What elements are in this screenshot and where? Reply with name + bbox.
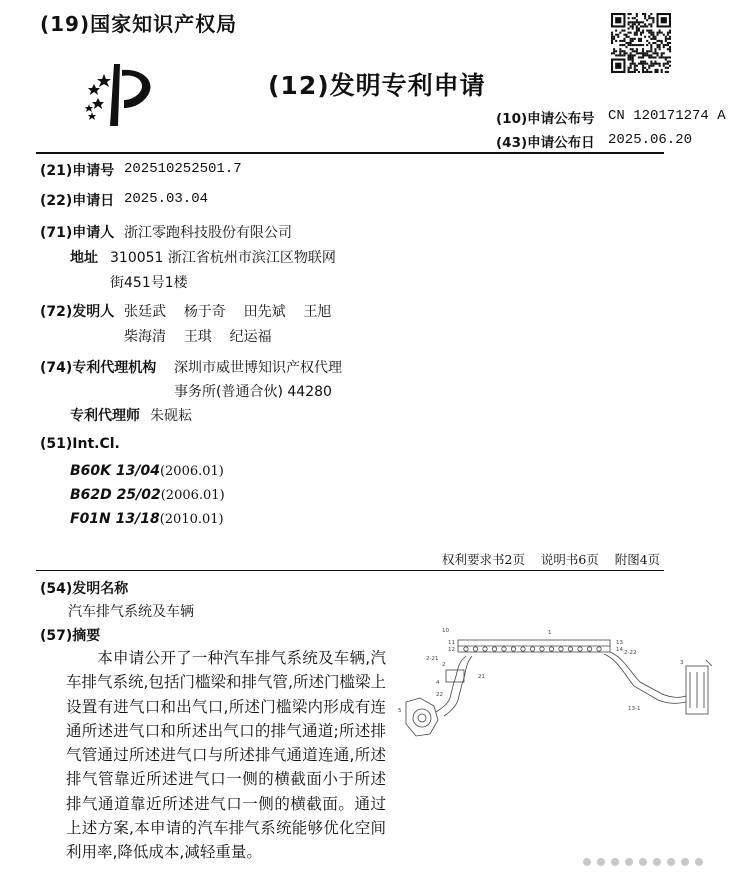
document-title — [268, 66, 486, 102]
publication-number-value: CN 120171274 A — [608, 108, 726, 124]
publication-date-label: (43)申请公布日 — [496, 135, 595, 151]
office-header — [40, 8, 237, 37]
ipc-entry — [70, 508, 224, 527]
figure-label: 13-1 — [628, 706, 641, 712]
application-date-label: (22)申请日 — [40, 193, 115, 209]
invention-title-label: (54)发明名称 — [40, 581, 129, 597]
inventors-line-2 — [124, 326, 272, 346]
abstract-text: 本申请公开了一种汽车排气系统及车辆,汽车排气系统,包括门槛梁和排气管,所述门槛梁上设置有进气口和出气口,所述门槛梁内形成有连通所述进气口和所述出气口的排气通道;所述排气管通过所述进气口与所述排气通道连通,所述排气管靠近所述进气口一侧的横截面小于所述排气通道靠近所述进气口一侧的横截面。通过上述方案,本申请的汽车排气系统能够优化空间利用率,降低成本,减轻重量。 — [66, 649, 386, 862]
publication-number-label: (10)申请公布号 — [496, 111, 595, 127]
agency-line-1: 深圳市威世博知识产权代理 — [174, 360, 342, 376]
qr-code-icon — [611, 13, 671, 73]
ipc-code: B60K 13/04 — [70, 463, 160, 479]
figure-label: 13 — [616, 640, 623, 646]
section-rule — [36, 570, 664, 571]
figure-label: 1 — [548, 630, 552, 636]
inventor-name: 柴海清 — [124, 329, 166, 345]
application-number-label: (21)申请号 — [40, 163, 115, 179]
doc-type-code: (12) — [268, 71, 330, 100]
inventor-name: 张廷武 — [124, 304, 166, 320]
ipc-code: F01N 13/18 — [70, 511, 160, 527]
inventor-name: 王旭 — [303, 304, 332, 320]
abstract-figure — [396, 620, 720, 746]
inventors-label: (72)发明人 — [40, 304, 115, 320]
invention-title-value: 汽车排气系统及车辆 — [68, 604, 194, 620]
ipc-version: (2010.01) — [159, 512, 224, 527]
agent-label: 专利代理师 — [70, 408, 140, 424]
applicant-label: (71)申请人 — [40, 225, 115, 241]
figure-label: 2-22 — [624, 650, 637, 656]
agency-line-2: 事务所(普通合伙) 44280 — [174, 384, 332, 400]
abstract-label: (57)摘要 — [40, 628, 101, 644]
application-number-value: 202510252501.7 — [124, 161, 242, 177]
drawing-pages: 附图4页 — [614, 552, 661, 567]
inventors-line-1 — [124, 301, 331, 321]
office-code: (19) — [40, 12, 91, 36]
figure-label: 12 — [448, 647, 455, 653]
abstract-body — [66, 646, 386, 865]
ipc-version: (2006.01) — [160, 488, 225, 503]
ipc-entry — [70, 484, 225, 503]
inventor-name: 田先斌 — [243, 304, 286, 320]
inventor-name: 杨于奇 — [183, 304, 226, 320]
figure-label: 2 — [442, 662, 446, 668]
applicant-value: 浙江零跑科技股份有限公司 — [124, 225, 292, 241]
figure-label: 22 — [436, 692, 443, 698]
claims-pages: 权利要求书2页 — [442, 552, 525, 567]
inventor-name: 纪运福 — [229, 329, 272, 345]
ipc-code: B62D 25/02 — [70, 487, 161, 503]
doc-type-name: 发明专利申请 — [329, 71, 486, 100]
address-label: 地址 — [70, 250, 98, 266]
description-pages: 说明书6页 — [540, 552, 599, 567]
agent-value: 朱砚耘 — [150, 408, 192, 424]
publication-date-value: 2025.06.20 — [608, 132, 693, 148]
figure-label: 14 — [616, 647, 623, 653]
figure-label: 3 — [680, 660, 684, 666]
page-counts — [442, 550, 660, 568]
address-line-2: 街451号1楼 — [110, 275, 188, 291]
cnipa-emblem-icon — [74, 60, 164, 128]
figure-label: 5 — [398, 708, 402, 714]
ipc-version: (2006.01) — [159, 464, 224, 479]
ipc-label: (51)Int.Cl. — [40, 436, 120, 452]
office-name: 国家知识产权局 — [90, 12, 238, 36]
ipc-entry — [70, 460, 224, 479]
figure-label: 21 — [478, 674, 485, 680]
figure-label: 10 — [442, 628, 449, 634]
application-date-value: 2025.03.04 — [124, 191, 209, 207]
agency-label: (74)专利代理机构 — [40, 360, 157, 376]
figure-label: 4 — [436, 680, 440, 686]
address-line-1: 310051 浙江省杭州市滨江区物联网 — [110, 250, 336, 266]
header-rule — [36, 152, 664, 154]
figure-label: 11 — [448, 640, 455, 646]
inventor-name: 王琪 — [183, 329, 212, 345]
figure-label: 2-21 — [426, 656, 439, 662]
